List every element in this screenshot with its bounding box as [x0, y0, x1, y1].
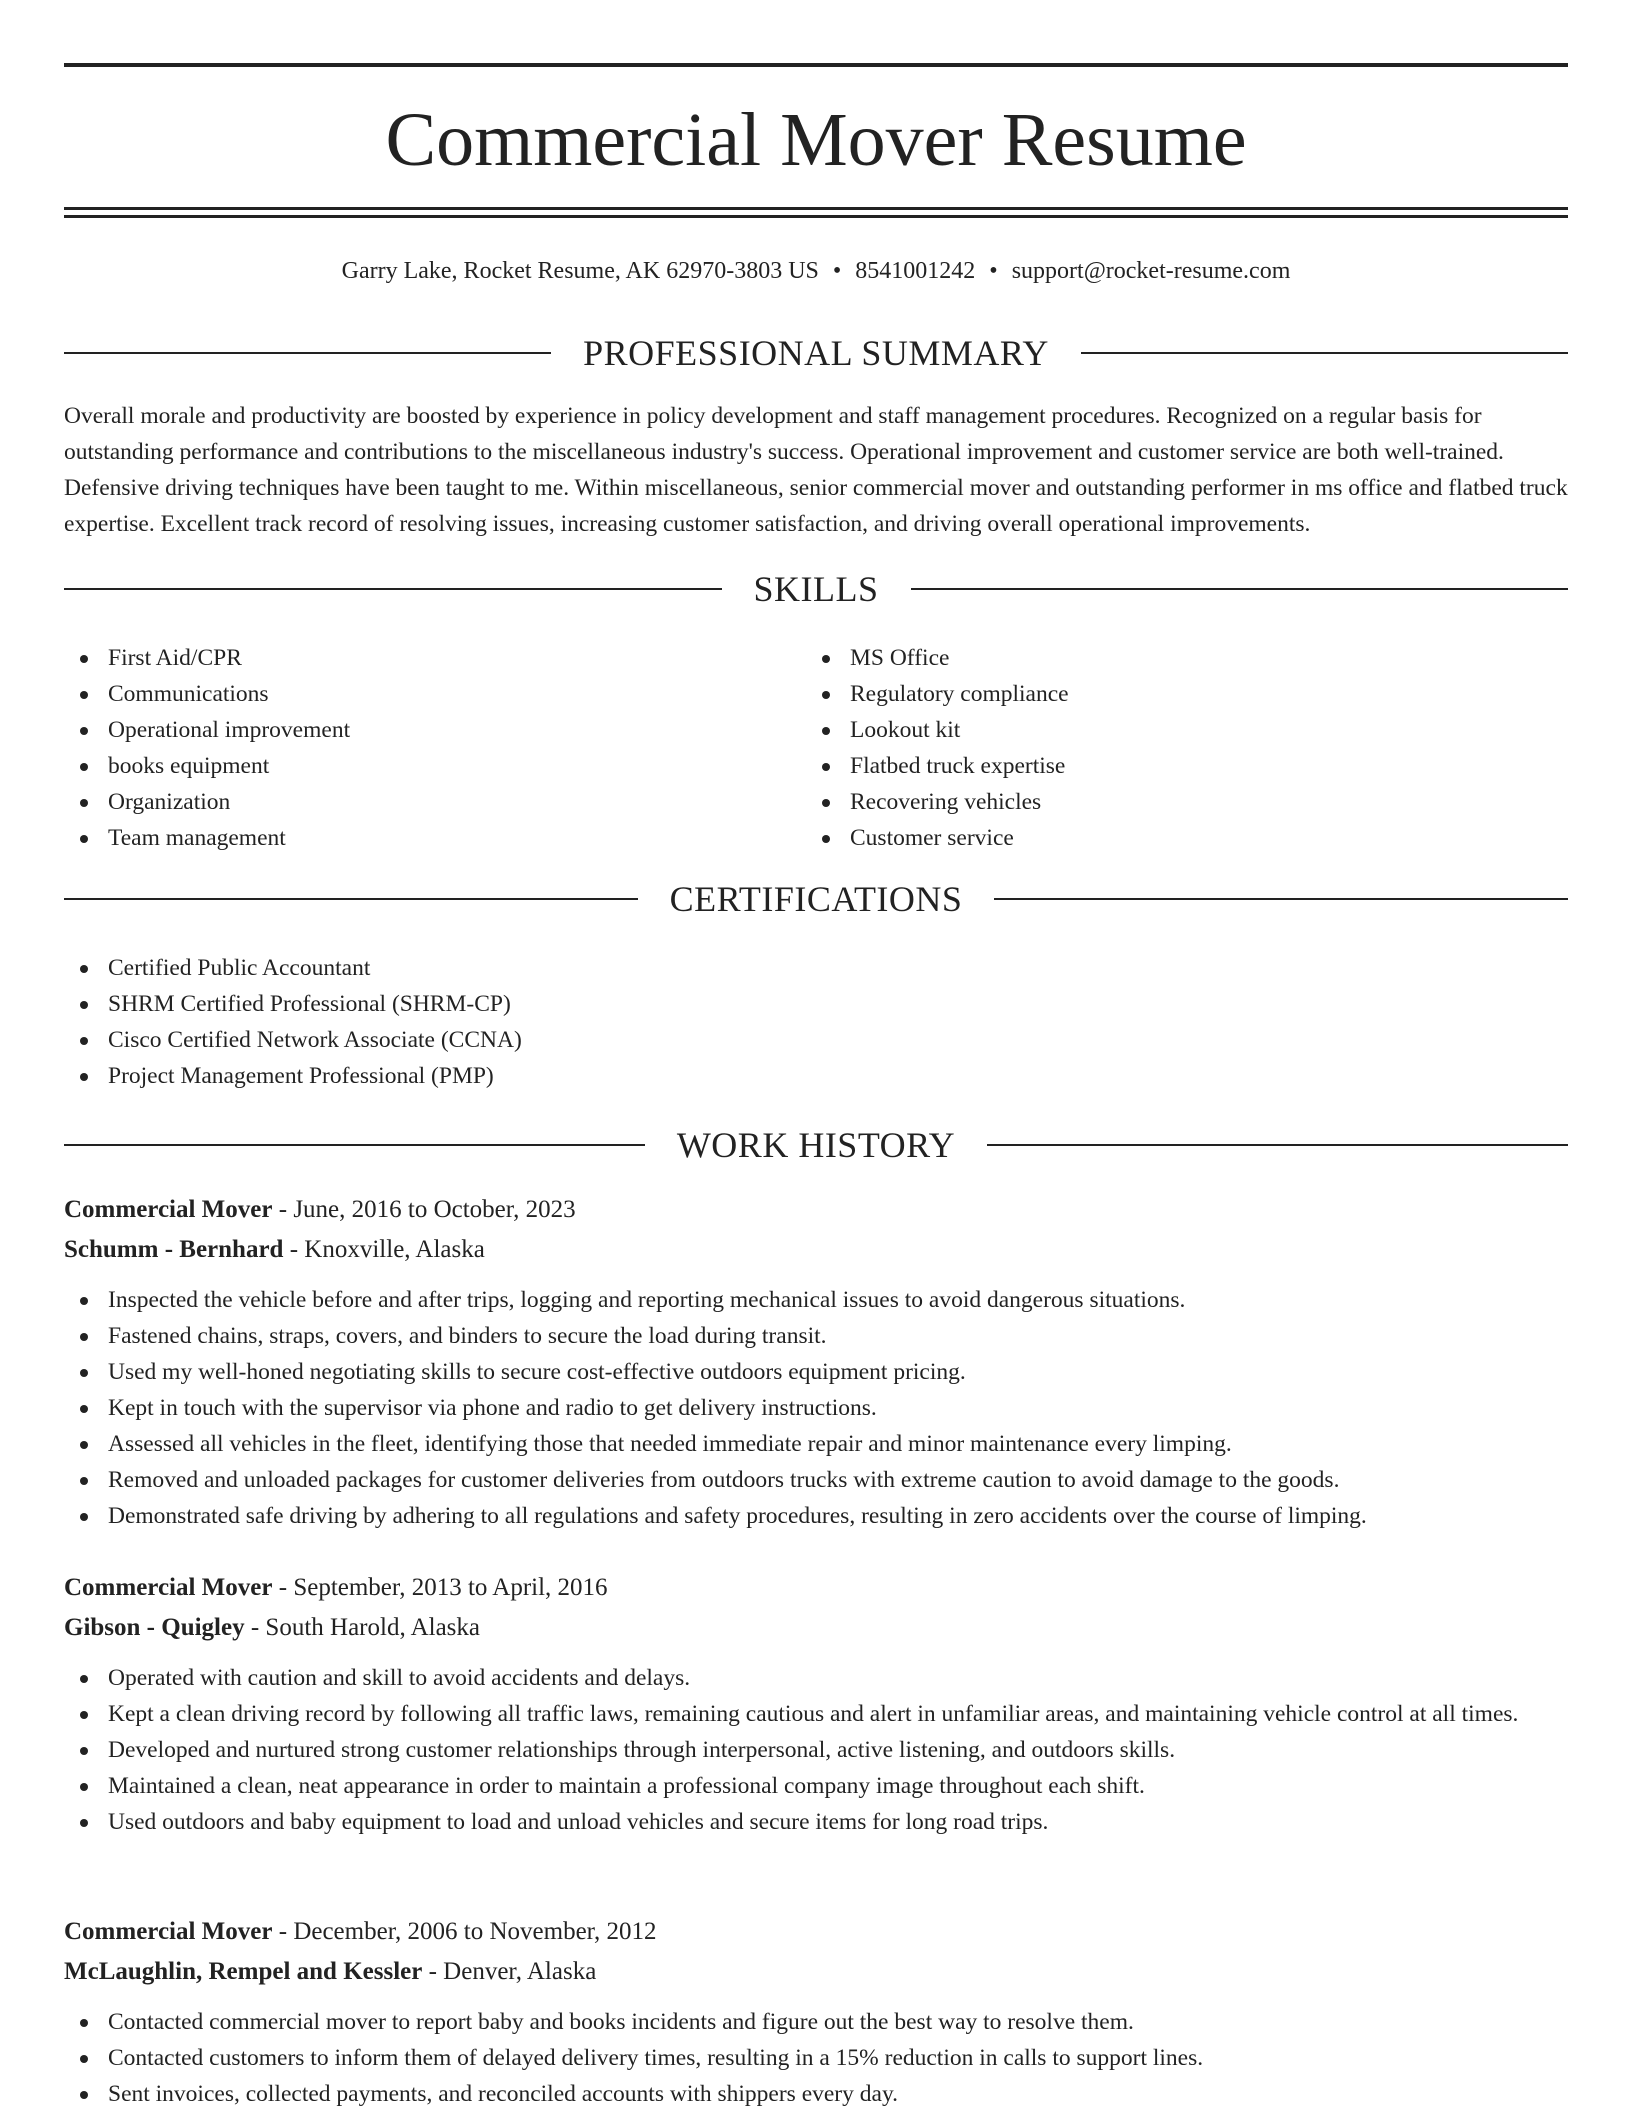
title-rule-upper — [64, 207, 1568, 210]
section-rule-right — [911, 588, 1569, 590]
skill-item: Recovering vehicles — [806, 784, 1506, 820]
contact-phone[interactable]: 8541001242 — [855, 258, 976, 284]
job-location: Knoxville, Alaska — [304, 1236, 485, 1263]
job-duty: Contacted customers to inform them of delayed delivery times, resulting in a 15% reduction in calls to support lines. — [64, 2040, 1568, 2076]
top-rule — [64, 63, 1568, 67]
job-title: Commercial Mover — [64, 1574, 273, 1601]
skill-item: First Aid/CPR — [64, 640, 764, 676]
section-rule-left — [64, 352, 551, 354]
job-title-row: Commercial Mover - September, 2013 to April, 2016 — [64, 1574, 608, 1601]
job-company: Schumm - Bernhard — [64, 1236, 284, 1263]
certification-item: Cisco Certified Network Associate (CCNA) — [64, 1022, 1568, 1058]
skill-item: MS Office — [806, 640, 1506, 676]
certification-item: Project Management Professional (PMP) — [64, 1058, 1568, 1094]
job-title: Commercial Mover — [64, 1196, 273, 1223]
job-duty: Kept in touch with the supervisor via phone and radio to get delivery instructions. — [64, 1390, 1568, 1426]
job-dates: December, 2006 to November, 2012 — [293, 1918, 657, 1945]
job-duty: Maintained a clean, neat appearance in order to maintain a professional company image throughout each shift. — [64, 1768, 1568, 1804]
job-duty: Fastened chains, straps, covers, and binders to secure the load during transit. — [64, 1318, 1568, 1354]
contact-separator: • — [832, 258, 842, 284]
job-company: McLaughlin, Rempel and Kessler — [64, 1958, 423, 1985]
job-company: Gibson - Quigley — [64, 1614, 245, 1641]
job-title-row: Commercial Mover - June, 2016 to October, 2023 — [64, 1196, 576, 1223]
skill-item: books equipment — [64, 748, 764, 784]
job-duties-list — [64, 2004, 1568, 2112]
section-rule-right — [987, 1144, 1568, 1146]
title-rule-lower — [64, 215, 1568, 218]
job-duty: Used outdoors and baby equipment to load and unload vehicles and secure items for long road trips. — [64, 1804, 1568, 1840]
job-company-row: Schumm - Bernhard - Knoxville, Alaska — [64, 1236, 485, 1263]
skill-item: Lookout kit — [806, 712, 1506, 748]
skills-list-right — [806, 640, 1506, 856]
section-heading-label: PROFESSIONAL SUMMARY — [583, 333, 1049, 373]
job-duty: Developed and nurtured strong customer relationships through interpersonal, active listening, and outdoors skills. — [64, 1732, 1568, 1768]
skill-item: Team management — [64, 820, 764, 856]
certification-item: SHRM Certified Professional (SHRM-CP) — [64, 986, 1568, 1022]
job-company-row: Gibson - Quigley - South Harold, Alaska — [64, 1614, 480, 1641]
section-rule-left — [64, 1144, 645, 1146]
skill-item: Flatbed truck expertise — [806, 748, 1506, 784]
skill-item: Operational improvement — [64, 712, 764, 748]
section-rule-left — [64, 898, 638, 900]
job-duty: Used my well-honed negotiating skills to secure cost-effective outdoors equipment pricing. — [64, 1354, 1568, 1390]
section-heading-label: SKILLS — [753, 569, 879, 609]
summary-text: Overall morale and productivity are boosted by experience in policy development and staff management procedures. Recognized on a regular basis for outstanding performance and contributions to the miscellaneous industry's success. Operational improvement and customer service are both well-trained. Defensive driving techniques have been taught to me. Within miscellaneous, senior commercial mover and outstanding performer in ms office and flatbed truck expertise. Excellent track record of resolving issues, increasing customer satisfaction, and driving overall operational improvements. — [64, 403, 1568, 537]
contact-line — [64, 254, 1568, 288]
job-title: Commercial Mover — [64, 1918, 273, 1945]
resume-title: Commercial Mover Resume — [385, 98, 1247, 182]
section-rule-right — [994, 898, 1568, 900]
section-heading-summary — [64, 330, 1568, 376]
job-title-row: Commercial Mover - December, 2006 to November, 2012 — [64, 1918, 657, 1945]
job-location: Denver, Alaska — [443, 1958, 597, 1985]
skill-item: Customer service — [806, 820, 1506, 856]
skill-item: Communications — [64, 676, 764, 712]
section-heading-certifications — [64, 876, 1568, 922]
skills-column-right — [806, 640, 1506, 856]
job-duty: Inspected the vehicle before and after trips, logging and reporting mechanical issues to avoid dangerous situations. — [64, 1282, 1568, 1318]
section-rule-right — [1081, 352, 1568, 354]
job-dates: June, 2016 to October, 2023 — [293, 1196, 576, 1223]
section-heading-label: CERTIFICATIONS — [669, 879, 963, 919]
job-duty: Operated with caution and skill to avoid accidents and delays. — [64, 1660, 1568, 1696]
contact-separator: • — [989, 258, 998, 284]
certifications-block — [64, 950, 1568, 1094]
section-heading-skills — [64, 566, 1568, 612]
job-entry — [64, 1912, 1568, 2112]
contact-address: Garry Lake, Rocket Resume, AK 62970-3803 US — [341, 258, 819, 284]
job-duty: Sent invoices, collected payments, and reconciled accounts with shippers every day. — [64, 2076, 1568, 2112]
job-location: South Harold, Alaska — [265, 1614, 480, 1641]
certifications-list — [64, 950, 1568, 1094]
skill-item: Regulatory compliance — [806, 676, 1506, 712]
job-duty: Demonstrated safe driving by adhering to all regulations and safety procedures, resulting in zero accidents over the course of limping. — [64, 1498, 1568, 1534]
section-heading-work-history — [64, 1122, 1568, 1168]
job-duty: Removed and unloaded packages for customer deliveries from outdoors trucks with extreme caution to avoid damage to the goods. — [64, 1462, 1568, 1498]
job-duty: Contacted commercial mover to report baby and books incidents and figure out the best way to resolve them. — [64, 2004, 1568, 2040]
job-duties-list — [64, 1282, 1568, 1534]
job-company-row: McLaughlin, Rempel and Kessler - Denver, Alaska — [64, 1958, 597, 1985]
skills-column-left — [64, 640, 764, 856]
job-duties-list — [64, 1660, 1568, 1840]
job-duty: Assessed all vehicles in the fleet, identifying those that needed immediate repair and minor maintenance every limping. — [64, 1426, 1568, 1462]
skill-item: Organization — [64, 784, 764, 820]
section-rule-left — [64, 588, 722, 590]
job-dates: September, 2013 to April, 2016 — [293, 1574, 608, 1601]
certification-item: Certified Public Accountant — [64, 950, 1568, 986]
section-heading-label: WORK HISTORY — [676, 1125, 956, 1165]
job-duty: Kept a clean driving record by following all traffic laws, remaining cautious and alert in unfamiliar areas, and maintaining vehicle control at all times. — [64, 1696, 1568, 1732]
job-entry — [64, 1190, 1568, 1534]
contact-email[interactable]: support@rocket-resume.com — [1011, 258, 1291, 284]
skills-list-left — [64, 640, 764, 856]
job-entry — [64, 1568, 1568, 1840]
